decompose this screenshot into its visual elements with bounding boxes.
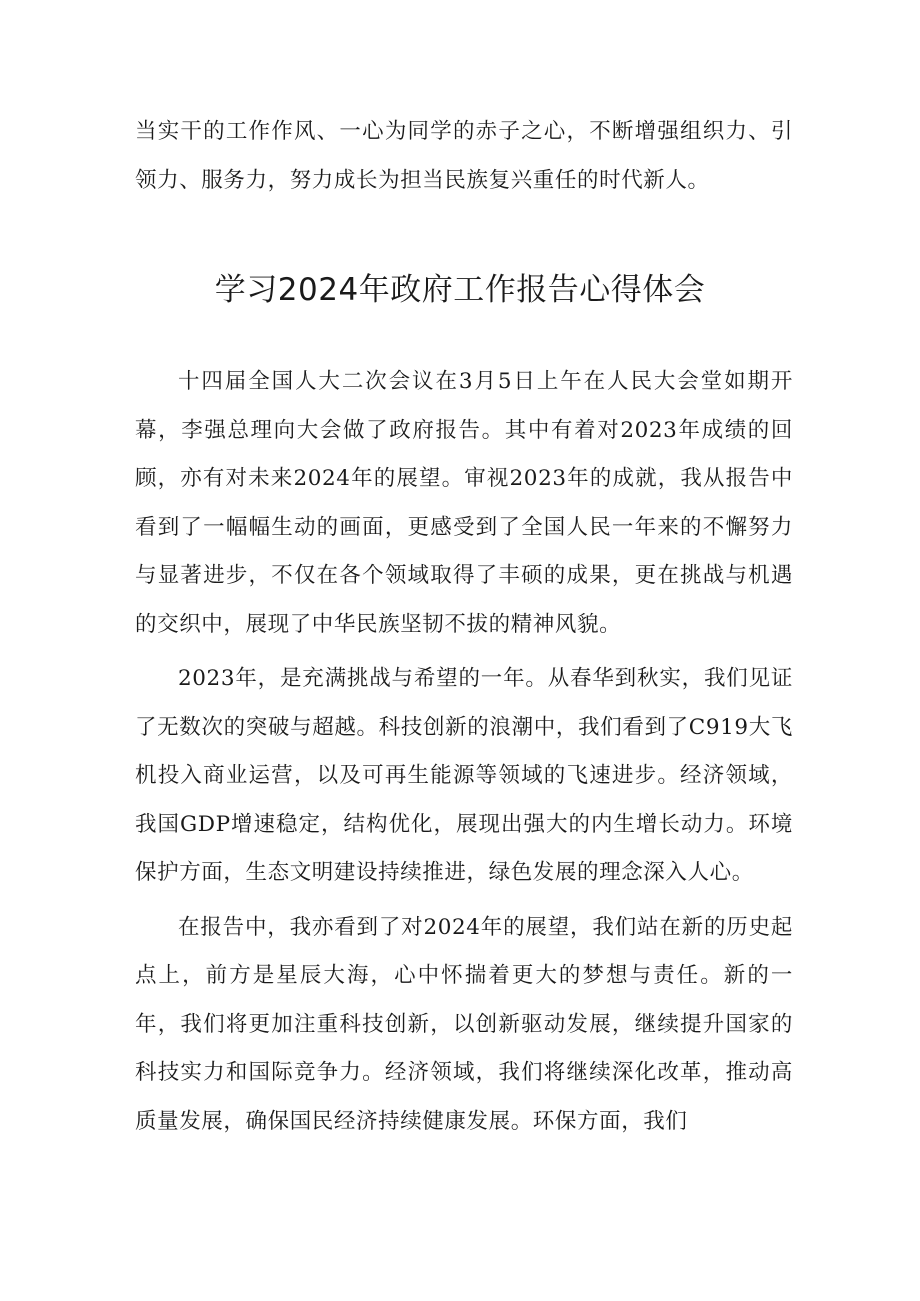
continuation-paragraph: 当实干的工作作风、一心为同学的赤子之心，不断增强组织力、引领力、服务力，努力成长为担当民族复兴重任的时代新人。 — [135, 119, 793, 193]
body-paragraph-1: 十四届全国人大二次会议在3月5日上午在人民大会堂如期开幕，李强总理向大会做了政府报告。其中有着对2023年成绩的回顾，亦有对未来2024年的展望。审视2023年的成就，我从报告中看到了一幅幅生动的画面，更感受到了全国人民一年来的不懈努力与显著进步，不仅在各个领域取得了丰硕的成果，更在挑战与机遇的交织中，展现了中华民族坚韧不拔的精神风貌。 — [135, 369, 793, 637]
body-paragraph-3: 在报告中，我亦看到了对2024年的展望，我们站在新的历史起点上，前方是星辰大海，心中怀揣着更大的梦想与责任。新的一年，我们将更加注重科技创新，以创新驱动发展，继续提升国家的科技实力和国际竞争力。经济领域，我们将继续深化改革，推动高质量发展，确保国民经济持续健康发展。环保方面，我们 — [135, 914, 793, 1134]
body-paragraph-2: 2023年，是充满挑战与希望的一年。从春华到秋实，我们见证了无数次的突破与超越。科技创新的浪潮中，我们看到了C919大飞机投入商业运营，以及可再生能源等领域的飞速进步。经济领域，我国GDP增速稳定，结构优化，展现出强大的内生增长动力。环境保护方面，生态文明建设持续推进，绿色发展的理念深入人心。 — [135, 666, 793, 885]
body-text — [135, 358, 793, 1146]
continuation-paragraph-block — [135, 108, 793, 205]
document-title: 学习2024年政府工作报告心得体会 — [214, 272, 706, 308]
